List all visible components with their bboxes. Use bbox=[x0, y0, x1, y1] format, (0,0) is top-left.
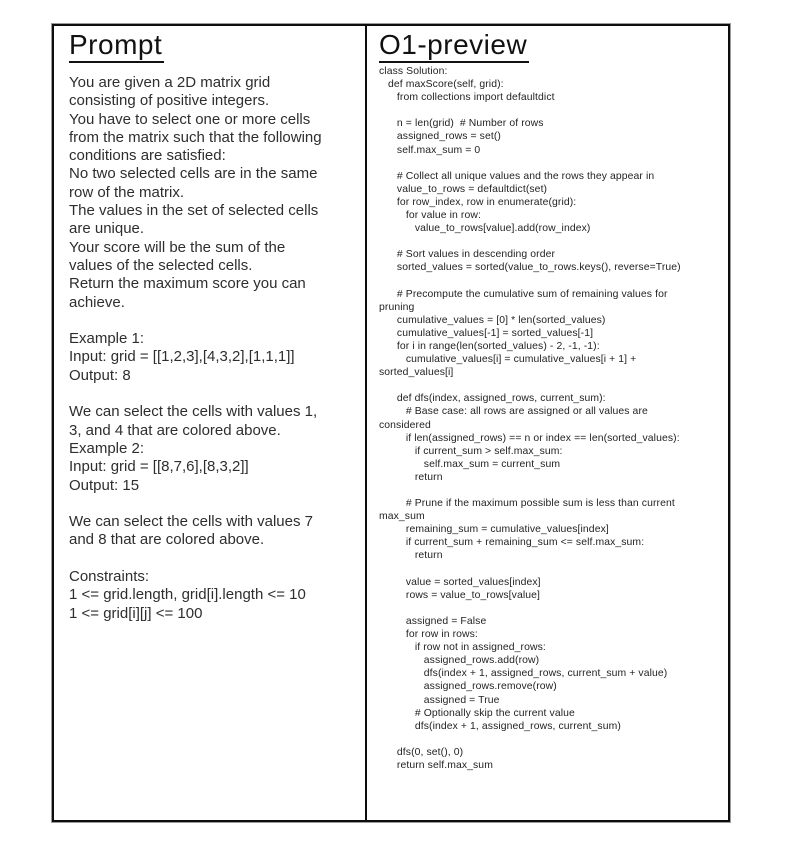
code-line: value_to_rows[value].add(row_index) bbox=[379, 223, 591, 235]
code-line: for row_index, row in enumerate(grid): bbox=[379, 196, 577, 208]
prompt-panel bbox=[54, 26, 367, 820]
code-line: # Base case: all rows are assigned or all values are bbox=[379, 406, 648, 418]
code-line: # Precompute the cumulative sum of remaining values for bbox=[379, 288, 668, 300]
code-line: cumulative_values = [0] * len(sorted_values) bbox=[379, 314, 606, 326]
code-line: def maxScore(self, grid): bbox=[379, 79, 504, 91]
prompt-text-line bbox=[69, 495, 353, 513]
code-line: assigned_rows.remove(row) bbox=[379, 681, 557, 693]
prompt-text-line: No two selected cells are in the same bbox=[69, 165, 318, 183]
code-line: return bbox=[379, 550, 443, 562]
prompt-text-line: 1 <= grid.length, grid[i].length <= 10 bbox=[69, 586, 306, 604]
code-line: considered bbox=[379, 419, 431, 431]
code-line: self.max_sum = 0 bbox=[379, 144, 481, 156]
code-line: return self.max_sum bbox=[379, 759, 493, 771]
prompt-text-line: row of the matrix. bbox=[69, 183, 185, 201]
prompt-text-line: You have to select one or more cells bbox=[69, 110, 311, 128]
code-line: cumulative_values[i] = cumulative_values[i + 1] + bbox=[379, 354, 637, 366]
code-line: dfs(index + 1, assigned_rows, current_sum + value) bbox=[379, 668, 668, 680]
prompt-text-line: and 8 that are colored above. bbox=[69, 531, 265, 549]
code-line: for value in row: bbox=[379, 210, 481, 222]
code-line: assigned = True bbox=[379, 694, 500, 706]
prompt-text-line: Input: grid = [[8,7,6],[8,3,2]] bbox=[69, 458, 249, 476]
code-line: if current_sum > self.max_sum: bbox=[379, 445, 563, 457]
code-line: if row not in assigned_rows: bbox=[379, 642, 546, 654]
prompt-text-line: from the matrix such that the following bbox=[69, 128, 322, 146]
prompt-text-line: You are given a 2D matrix grid bbox=[69, 74, 271, 91]
prompt-text-line: Input: grid = [[1,2,3],[4,3,2],[1,1,1]] bbox=[69, 348, 295, 366]
code-line: for i in range(len(sorted_values) - 2, -1, -1): bbox=[379, 340, 600, 352]
model-output-panel bbox=[367, 26, 728, 820]
code-line: dfs(0, set(), 0) bbox=[379, 746, 464, 758]
prompt-text-line: Example 2: bbox=[69, 439, 145, 457]
code-line: sorted_values = sorted(value_to_rows.keys(), reverse=True) bbox=[379, 262, 681, 274]
prompt-text-line bbox=[69, 312, 353, 330]
code-line: value_to_rows = defaultdict(set) bbox=[379, 183, 548, 195]
model-name-title: O1-preview bbox=[379, 30, 529, 63]
prompt-text-line: Return the maximum score you can bbox=[69, 275, 306, 293]
code-line: return bbox=[379, 471, 443, 483]
figure-box bbox=[52, 24, 730, 822]
code-line: for row in rows: bbox=[379, 629, 478, 641]
prompt-text bbox=[69, 74, 353, 623]
code-line: rows = value_to_rows[value] bbox=[379, 589, 540, 601]
code-line: assigned_rows = set() bbox=[379, 131, 501, 143]
prompt-text-line: Constraints: bbox=[69, 568, 150, 586]
prompt-title: Prompt bbox=[69, 30, 164, 63]
code-line bbox=[379, 602, 722, 615]
prompt-text-line: 1 <= grid[i][j] <= 100 bbox=[69, 604, 203, 622]
code-line: value = sorted_values[index] bbox=[379, 576, 541, 588]
prompt-text-line: We can select the cells with values 7 bbox=[69, 513, 314, 531]
code-line bbox=[379, 563, 722, 576]
code-line bbox=[379, 104, 722, 117]
code-line: # Optionally skip the current value bbox=[379, 707, 575, 719]
code-line: pruning bbox=[379, 301, 415, 313]
prompt-text-line: values of the selected cells. bbox=[69, 256, 253, 274]
code-line: from collections import defaultdict bbox=[379, 92, 555, 104]
code-line: assigned_rows.add(row) bbox=[379, 655, 540, 667]
prompt-text-line: consisting of positive integers. bbox=[69, 92, 270, 110]
prompt-text-line: The values in the set of selected cells bbox=[69, 202, 319, 220]
solution-code bbox=[379, 65, 722, 772]
code-line bbox=[379, 484, 722, 497]
code-line bbox=[379, 733, 722, 746]
code-line bbox=[379, 379, 722, 392]
prompt-text-line: Output: 15 bbox=[69, 476, 140, 494]
prompt-text-line: Example 1: bbox=[69, 330, 145, 348]
prompt-text-line: 3, and 4 that are colored above. bbox=[69, 421, 281, 439]
code-line: cumulative_values[-1] = sorted_values[-1] bbox=[379, 327, 594, 339]
code-line bbox=[379, 157, 722, 170]
prompt-text-line: conditions are satisfied: bbox=[69, 147, 226, 165]
prompt-text-line: Your score will be the sum of the bbox=[69, 238, 286, 256]
code-line: dfs(index + 1, assigned_rows, current_sum) bbox=[379, 720, 621, 732]
code-line: # Prune if the maximum possible sum is less than current bbox=[379, 498, 675, 510]
prompt-text-line: are unique. bbox=[69, 220, 145, 238]
code-line bbox=[379, 235, 722, 248]
code-line: n = len(grid) # Number of rows bbox=[379, 118, 544, 130]
code-line: def dfs(index, assigned_rows, current_sum): bbox=[379, 393, 606, 405]
code-line: remaining_sum = cumulative_values[index] bbox=[379, 524, 609, 536]
code-line: # Sort values in descending order bbox=[379, 249, 556, 261]
code-line: max_sum bbox=[379, 511, 425, 523]
code-line: # Collect all unique values and the rows they appear in bbox=[379, 170, 655, 182]
prompt-text-line bbox=[69, 385, 353, 403]
code-line: sorted_values[i] bbox=[379, 367, 454, 379]
prompt-text-line: We can select the cells with values 1, bbox=[69, 403, 318, 421]
code-line: self.max_sum = current_sum bbox=[379, 458, 561, 470]
code-line bbox=[379, 275, 722, 288]
code-line: if current_sum + remaining_sum <= self.max_sum: bbox=[379, 537, 645, 549]
prompt-text-line: Output: 8 bbox=[69, 366, 131, 384]
prompt-text-line bbox=[69, 550, 353, 568]
code-line: class Solution: bbox=[379, 66, 448, 77]
code-line: if len(assigned_rows) == n or index == len(sorted_values): bbox=[379, 432, 680, 444]
code-line: assigned = False bbox=[379, 615, 487, 627]
prompt-text-line: achieve. bbox=[69, 293, 125, 311]
